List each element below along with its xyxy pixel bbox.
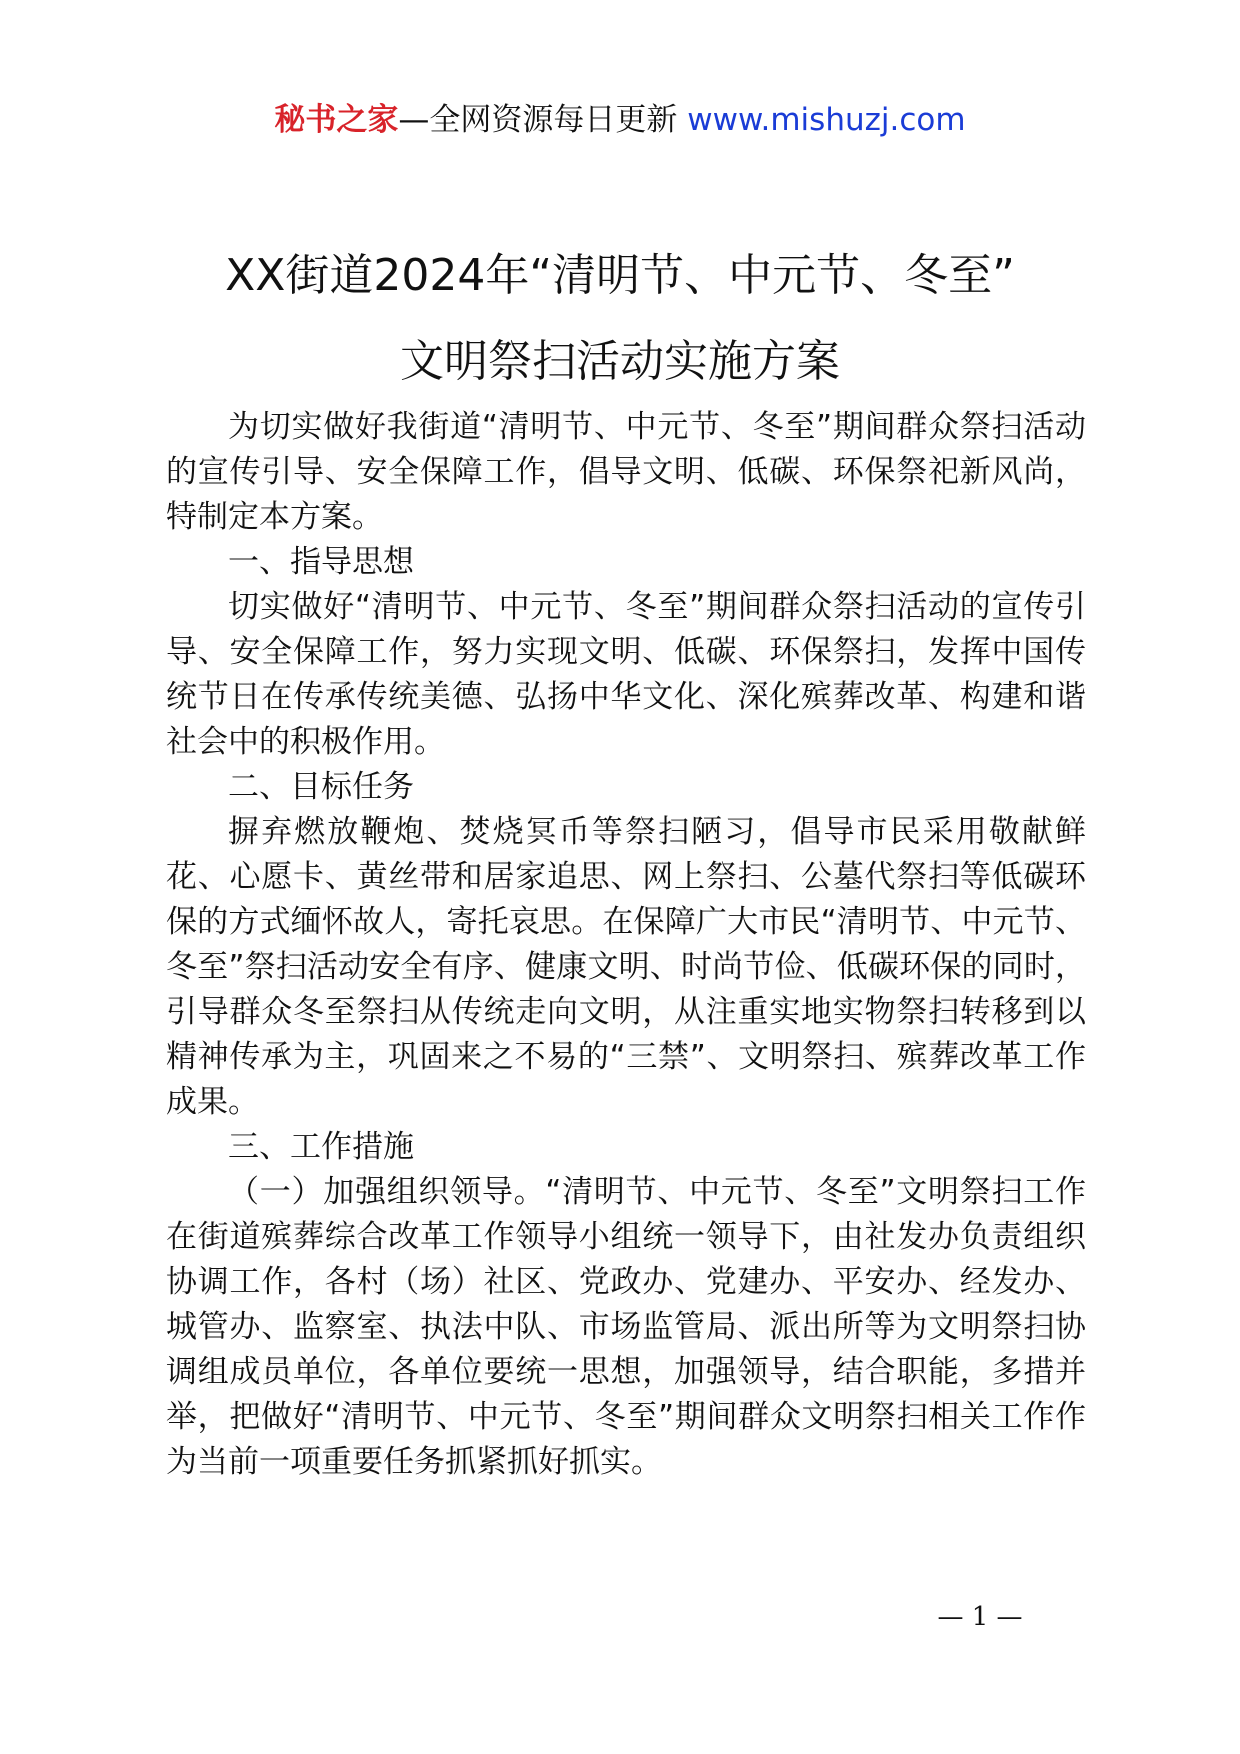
intro-paragraph: 为切实做好我街道“清明节、中元节、冬至”期间群众祭扫活动的宣传引导、安全保障工作，倡导文明、低碳、环保祭祀新风尚，特制定本方案。 (166, 409, 1086, 535)
document-title-line-1: XX街道2024年“清明节、中元节、冬至” (225, 250, 1015, 301)
section-heading-guiding-ideology: 一、指导思想 (228, 544, 414, 580)
measures-paragraph-1: （一）加强组织领导。“清明节、中元节、冬至”文明祭扫工作在街道殡葬综合改革工作领导小组统一领导下，由社发办负责组织协调工作，各村（场）社区、党政办、党建办、平安办、经发办、城管办、监察室、执法中队、市场监管局、派出所等为文明祭扫协调组成员单位，各单位要统一思想，加强领导，结合职能，多措并举，把做好“清明节、中元节、冬至”期间群众文明祭扫相关工作作为当前一项重要任务抓紧抓好抓实。 (166, 1174, 1086, 1480)
document-body (166, 405, 1086, 1485)
section-heading-measures: 三、工作措施 (228, 1129, 414, 1165)
brand-name: 秘书之家 (274, 102, 399, 138)
section-heading-objectives: 二、目标任务 (228, 769, 414, 805)
document-title-line-2: 文明祭扫活动实施方案 (400, 336, 840, 387)
site-header (0, 100, 1240, 140)
guiding-ideology-paragraph: 切实做好“清明节、中元节、冬至”期间群众祭扫活动的宣传引导、安全保障工作，努力实现文明、低碳、环保祭扫，发挥中国传统节日在传承传统美德、弘扬中华文化、深化殡葬改革、构建和谐社会中的积极作用。 (166, 589, 1086, 760)
objectives-paragraph: 摒弃燃放鞭炮、焚烧冥币等祭扫陋习，倡导市民采用敬献鲜花、心愿卡、黄丝带和居家追思、网上祭扫、公墓代祭扫等低碳环保的方式缅怀故人，寄托哀思。在保障广大市民“清明节、中元节、冬至”祭扫活动安全有序、健康文明、时尚节俭、低碳环保的同时，引导群众冬至祭扫从传统走向文明，从注重实地实物祭扫转移到以精神传承为主，巩固来之不易的“三禁”、文明祭扫、殡葬改革工作成果。 (166, 814, 1086, 1120)
page-number: — 1 — (937, 1602, 1023, 1632)
site-url-link[interactable]: www.mishuzj.com (687, 102, 966, 138)
header-tagline: —全网资源每日更新 (398, 102, 688, 138)
